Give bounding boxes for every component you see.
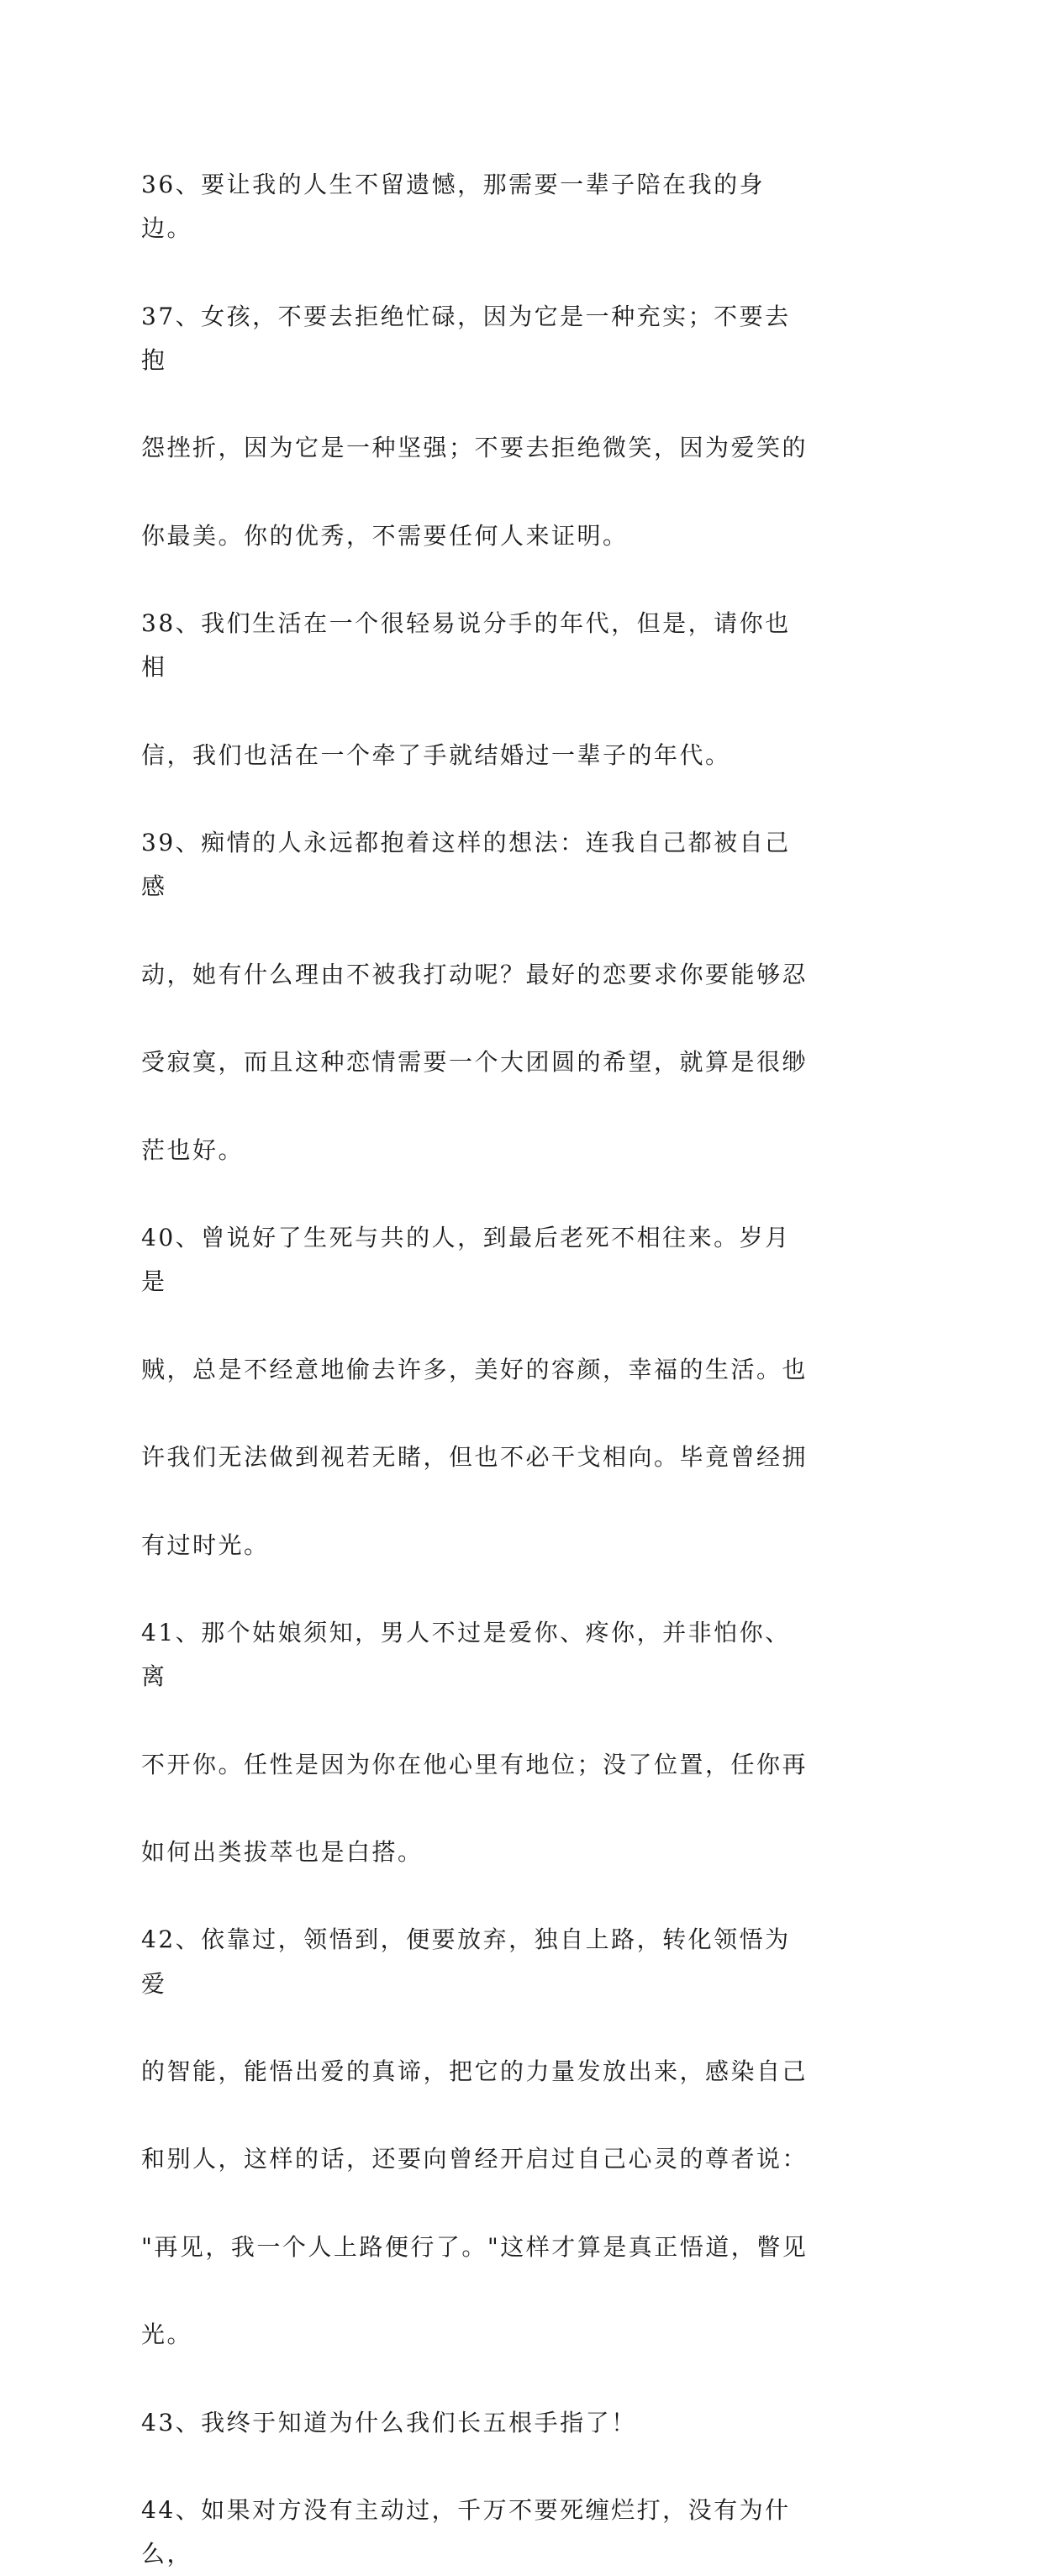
paragraph-38: [141, 558, 814, 777]
document-body: [141, 119, 814, 2576]
text-line: "再见，我一个人上路便行了。"这样才算是真正悟道，瞥见: [141, 2232, 809, 2261]
paragraph-42: [141, 1874, 814, 2357]
paragraph-43: [141, 2357, 814, 2444]
text-line: 43、我终于知道为什么我们长五根手指了！: [141, 2408, 637, 2436]
text-line: 许我们无法做到视若无睹，但也不必干戈相向。毕竟曾经拥: [141, 1443, 809, 1472]
text-line: 36、要让我的人生不留遗憾，那需要一辈子陪在我的身边。: [141, 171, 766, 243]
text-line: 39、痴情的人永远都抱着这样的想法：连我自己都被自己感: [141, 829, 791, 901]
paragraph-40: [141, 1172, 814, 1567]
text-line: 的智能，能悟出爱的真谛，把它的力量发放出来，感染自己: [141, 2057, 809, 2085]
text-line: 动，她有什么理由不被我打动呢？最好的恋要求你要能够忍: [141, 960, 809, 988]
text-line: 茫也好。: [141, 1135, 245, 1164]
paragraph-44: [141, 2445, 814, 2576]
text-line: 怨挫折，因为它是一种坚强；不要去拒绝微笑，因为爱笑的: [141, 434, 809, 462]
paragraph-41: [141, 1567, 814, 1874]
text-line: 42、依靠过，领悟到，便要放弃，独自上路，转化领悟为爱: [141, 1925, 791, 1998]
text-line: 贼，总是不经意地偷去许多，美好的容颜，幸福的生活。也: [141, 1355, 809, 1383]
text-line: 37、女孩，不要去拒绝忙碌，因为它是一种充实；不要去抱: [141, 302, 791, 375]
text-line: 光。: [141, 2321, 193, 2349]
text-line: 44、如果对方没有主动过，千万不要死缠烂打，没有为什么，: [141, 2495, 791, 2568]
text-line: 40、曾说好了生死与共的人，到最后老死不相往来。岁月是: [141, 1224, 791, 1296]
text-line: 有过时光。: [141, 1530, 270, 1559]
text-line: 受寂寞，而且这种恋情需要一个大团圆的希望，就算是很缈: [141, 1048, 809, 1077]
text-line: 41、那个姑娘须知，男人不过是爱你、疼你，并非怕你、离: [141, 1618, 791, 1691]
paragraph-36: [141, 119, 814, 251]
text-line: 你最美。你的优秀，不需要任何人来证明。: [141, 521, 629, 550]
text-line: 不开你。任性是因为你在他心里有地位；没了位置，任你再: [141, 1750, 809, 1778]
text-line: 如何出类拔萃也是白搭。: [141, 1837, 424, 1866]
text-line: 38、我们生活在一个很轻易说分手的年代，但是，请你也相: [141, 609, 791, 682]
text-line: 信，我们也活在一个牵了手就结婚过一辈子的年代。: [141, 740, 731, 769]
text-line: 和别人，这样的话，还要向曾经开启过自己心灵的尊者说：: [141, 2145, 809, 2173]
paragraph-39: [141, 777, 814, 1172]
paragraph-37: [141, 251, 814, 558]
